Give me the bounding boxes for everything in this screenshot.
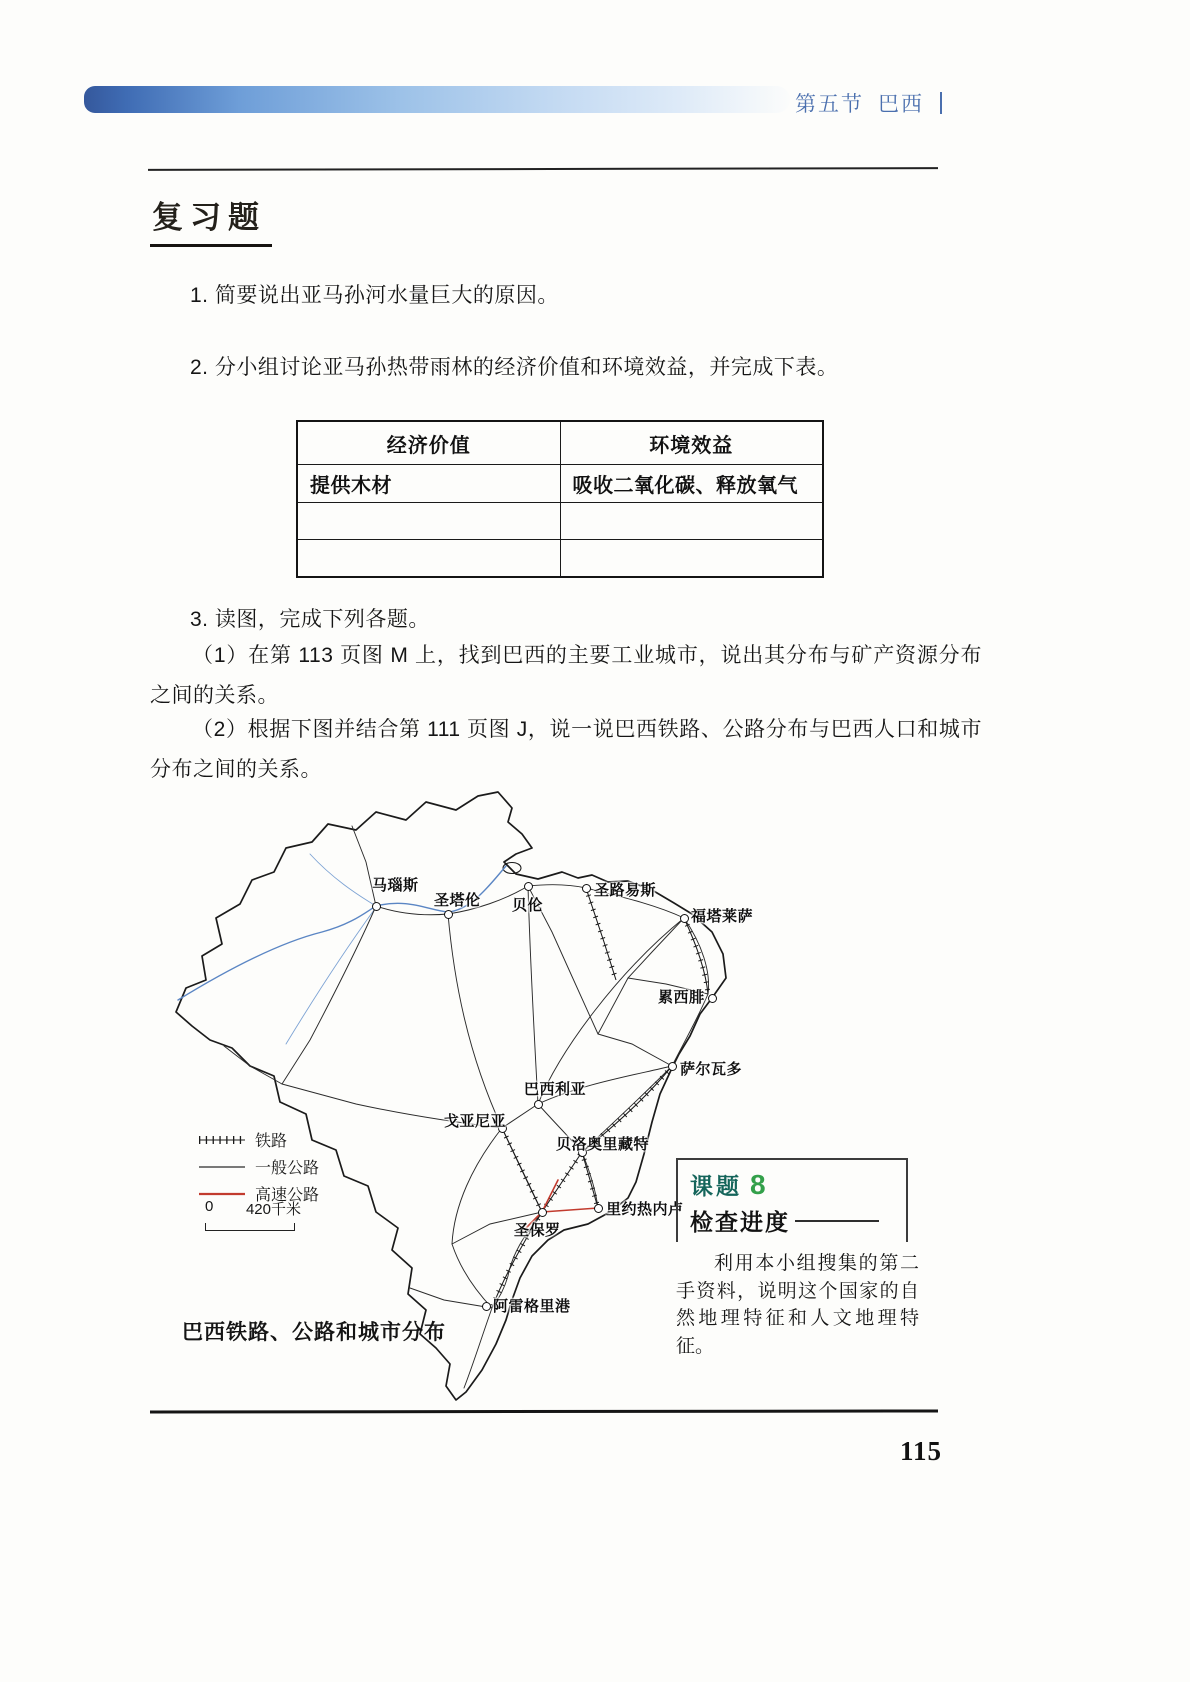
city-label-brasilia: 巴西利亚 (524, 1081, 587, 1098)
city-marker-saoluis (582, 884, 591, 893)
table-header-economic: 经济价值 (297, 421, 560, 465)
header-section: 第五节 (795, 93, 864, 116)
question-2: 2. 分小组讨论亚马孙热带雨林的经济价值和环境效益，并完成下表。 (190, 356, 839, 379)
question-3: 3. 读图，完成下列各题。 (190, 608, 430, 631)
question-1: 1. 简要说出亚马孙河水量巨大的原因。 (190, 284, 559, 307)
table-header-row (297, 421, 823, 465)
legend-railway-label: 铁路 (255, 1133, 288, 1150)
city-marker-fortaleza (680, 914, 689, 923)
city-marker-belem (524, 882, 533, 891)
table-cell: 提供木材 (297, 465, 560, 503)
city-marker-manaus (372, 902, 381, 911)
scale-zero: 0 (205, 1198, 214, 1215)
table-cell (560, 503, 823, 540)
table-cell (560, 540, 823, 578)
city-label-rio: 里约热内卢 (606, 1201, 684, 1218)
city-label-goiania: 戈亚尼亚 (444, 1113, 507, 1130)
question-3-2: （2）根据下图并结合第 111 页图 J，说一说巴西铁路、公路分布与巴西人口和城市分布之间的关系。 (150, 718, 982, 782)
table-row (297, 540, 823, 578)
city-label-fortaleza: 福塔莱萨 (691, 908, 754, 925)
city-label-recife: 累西腓 (658, 989, 705, 1006)
map-caption: 巴西铁路、公路和城市分布 (182, 1321, 446, 1344)
map-legend (198, 1126, 328, 1207)
topic-subtitle-line (690, 1204, 906, 1237)
review-table (296, 420, 824, 578)
table-row (297, 503, 823, 540)
bottom-rule (150, 1409, 938, 1413)
topic-subtitle: 检查进度 (690, 1209, 790, 1235)
map-scale (205, 1198, 305, 1231)
road-swatch-icon (198, 1161, 246, 1173)
legend-road (198, 1153, 328, 1180)
city-label-saoluis: 圣路易斯 (594, 882, 657, 899)
topic-title-line (690, 1168, 906, 1201)
table-cell (297, 540, 560, 578)
table-header-environment: 环境效益 (560, 421, 823, 465)
city-marker-salvador (668, 1062, 677, 1071)
marajo-island (503, 863, 521, 874)
city-label-belohorizonte: 贝洛奥里藏特 (556, 1136, 650, 1153)
road-network (224, 826, 709, 1388)
city-label-salvador: 萨尔瓦多 (680, 1061, 743, 1078)
scale-bar (205, 1223, 295, 1231)
section-title: 复习题 (150, 192, 272, 247)
city-label-santarem: 圣塔伦 (434, 892, 481, 909)
top-rule (148, 167, 938, 171)
city-marker-brasilia (534, 1100, 543, 1109)
legend-road-label: 一般公路 (255, 1160, 320, 1177)
topic-label: 课题 (690, 1173, 742, 1199)
legend-highway-label: 高速公路 (255, 1187, 320, 1204)
question-3-1: （1）在第 113 页图 M 上，找到巴西的主要工业城市，说出其分布与矿产资源分布之间的关系。 (150, 644, 982, 708)
city-marker-rio (594, 1204, 603, 1213)
amazon-river (178, 854, 506, 1044)
header-chapter: 巴西 (878, 93, 924, 116)
page-header (795, 88, 945, 118)
topic-number: 8 (750, 1169, 766, 1200)
header-brush-stroke (84, 86, 790, 113)
city-label-manaus: 马瑙斯 (372, 877, 419, 894)
city-marker-santarem (444, 910, 453, 919)
railway-swatch-icon (198, 1134, 246, 1146)
topic-body-text: 利用本小组搜集的第二手资料，说明这个国家的自然地理特征和人文地理特征。 (676, 1253, 919, 1357)
topic-progress-box (676, 1158, 908, 1242)
city-marker-saopaulo (538, 1208, 547, 1217)
legend-railway (198, 1126, 328, 1153)
header-divider (940, 92, 942, 114)
scale-distance: 420千米 (245, 1201, 301, 1218)
city-label-portoalegre: 阿雷格里港 (493, 1298, 571, 1315)
table-cell: 吸收二氧化碳、释放氧气 (560, 465, 823, 503)
table-cell (297, 503, 560, 540)
topic-dash-line (795, 1220, 879, 1222)
city-marker-portoalegre (482, 1302, 491, 1311)
city-label-saopaulo: 圣保罗 (514, 1222, 561, 1239)
table-row (297, 465, 823, 503)
city-label-belem: 贝伦 (512, 897, 544, 914)
city-marker-recife (708, 994, 717, 1003)
page-number: 115 (900, 1436, 943, 1466)
